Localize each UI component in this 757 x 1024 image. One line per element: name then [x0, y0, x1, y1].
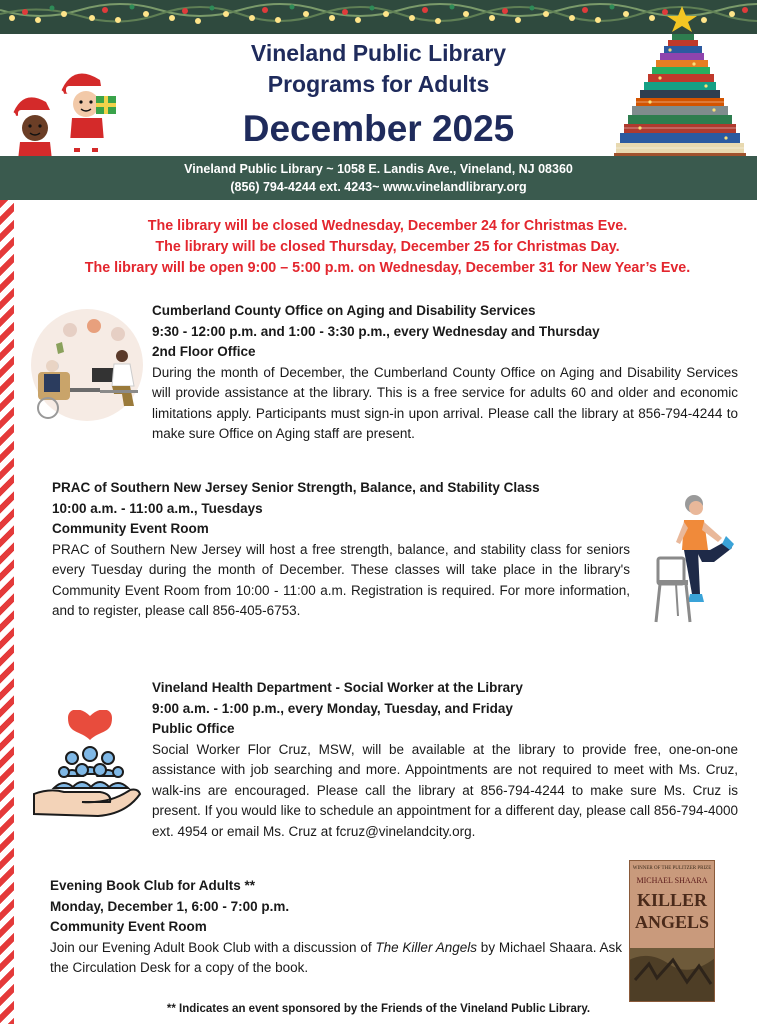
event-social-worker — [152, 678, 738, 842]
book-title-line2: ANGELS — [634, 912, 710, 932]
event-office-on-aging — [152, 301, 738, 445]
book-title: The Killer Angels — [375, 939, 478, 955]
event-title: Cumberland County Office on Aging and Disability Services — [152, 303, 536, 318]
event-description: Social Worker Flor Cruz, MSW, will be available at the library to provide free, one-on-one assistance with job searching and more. Appointments are not required to meet with Ms. Cruz, walk-ins are encouraged. Please call the library at 856-794-4244 to make sure Ms. Cruz is present. If you would like to schedule an appointment for a different day, please call 856-794-4000 ext. 4954 or email Ms. Cruz at fcruz@vinelandcity.org. — [152, 741, 738, 839]
notice-new-years-eve: The library will be open 9:00 – 5:00 p.m. on Wednesday, December 31 for New Year’s Eve. — [84, 260, 691, 276]
event-title: Evening Book Club for Adults ** — [50, 878, 256, 893]
description-text-before: Join our Evening Adult Book Club with a discussion of — [50, 939, 376, 955]
seniors-services-icon — [30, 308, 145, 423]
event-time: Monday, December 1, 6:00 - 7:00 p.m. — [50, 898, 290, 914]
library-name: Vineland Public Library — [250, 40, 507, 66]
description-text-after: by Michael Shaara. Ask the Circulation Desk for a copy of the book. — [50, 939, 623, 975]
book-banner: WINNER OF THE PULITZER PRIZE — [632, 866, 712, 871]
event-location: Community Event Room — [50, 919, 207, 934]
event-title: PRAC of Southern New Jersey Senior Strength, Balance, and Stability Class — [52, 480, 540, 495]
library-address: Vineland Public Library ~ 1058 E. Landis Ave., Vineland, NJ 08360 — [184, 162, 573, 176]
program-subtitle: Programs for Adults — [267, 71, 490, 97]
book-tree-icon — [610, 4, 750, 174]
month-title: December 2025 — [242, 108, 515, 149]
notice-christmas-eve: The library will be closed Wednesday, December 24 for Christmas Eve. — [147, 218, 628, 234]
event-location: 2nd Floor Office — [152, 344, 256, 359]
book-cover-image — [629, 860, 715, 1002]
heart-hand-community-icon — [30, 710, 142, 822]
event-description: PRAC of Southern New Jersey will host a free strength, balance, and stability class for seniors every Tuesday during the month of December. These classes will take place in the library's Community Event Room from 10:00 - 11:00 a.m. Registration is required. For more information, and to register, please call 856-405-6753. — [52, 541, 630, 618]
event-description — [50, 938, 622, 979]
event-location: Public Office — [152, 721, 235, 736]
event-book-club — [50, 876, 622, 979]
event-prac-senior-class — [52, 478, 630, 622]
event-location: Community Event Room — [52, 521, 209, 536]
event-time: 9:30 - 12:00 p.m. and 1:00 - 3:30 p.m., every Wednesday and Thursday — [152, 323, 600, 339]
closure-notices — [18, 216, 757, 279]
book-title-line1: KILLER — [636, 890, 708, 910]
notice-christmas-day: The library will be closed Thursday, December 25 for Christmas Day. — [155, 239, 620, 255]
event-time: 10:00 a.m. - 11:00 a.m., Tuesdays — [52, 500, 263, 516]
candy-cane-border — [0, 200, 14, 1024]
address-bar — [0, 156, 757, 200]
sponsor-footnote: ** Indicates an event sponsored by the Friends of the Vineland Public Library. — [166, 1003, 591, 1015]
event-description: During the month of December, the Cumberland County Office on Aging and Disability Services will provide assistance at the library. This is a free service for adults 60 and older and economic limitations apply. Participants must sign-in upon arrival. Please call the library at 856-794-4244 to make sure Office on Aging staff are present. — [152, 364, 738, 441]
senior-exercise-icon — [652, 492, 734, 624]
event-title: Vineland Health Department - Social Worker at the Library — [152, 680, 523, 695]
library-contact: (856) 794-4244 ext. 4243~ www.vinelandlibrary.org — [230, 180, 527, 194]
book-author: MICHAEL SHAARA — [636, 876, 708, 885]
event-time: 9:00 a.m. - 1:00 p.m., every Monday, Tuesday, and Friday — [152, 700, 513, 716]
